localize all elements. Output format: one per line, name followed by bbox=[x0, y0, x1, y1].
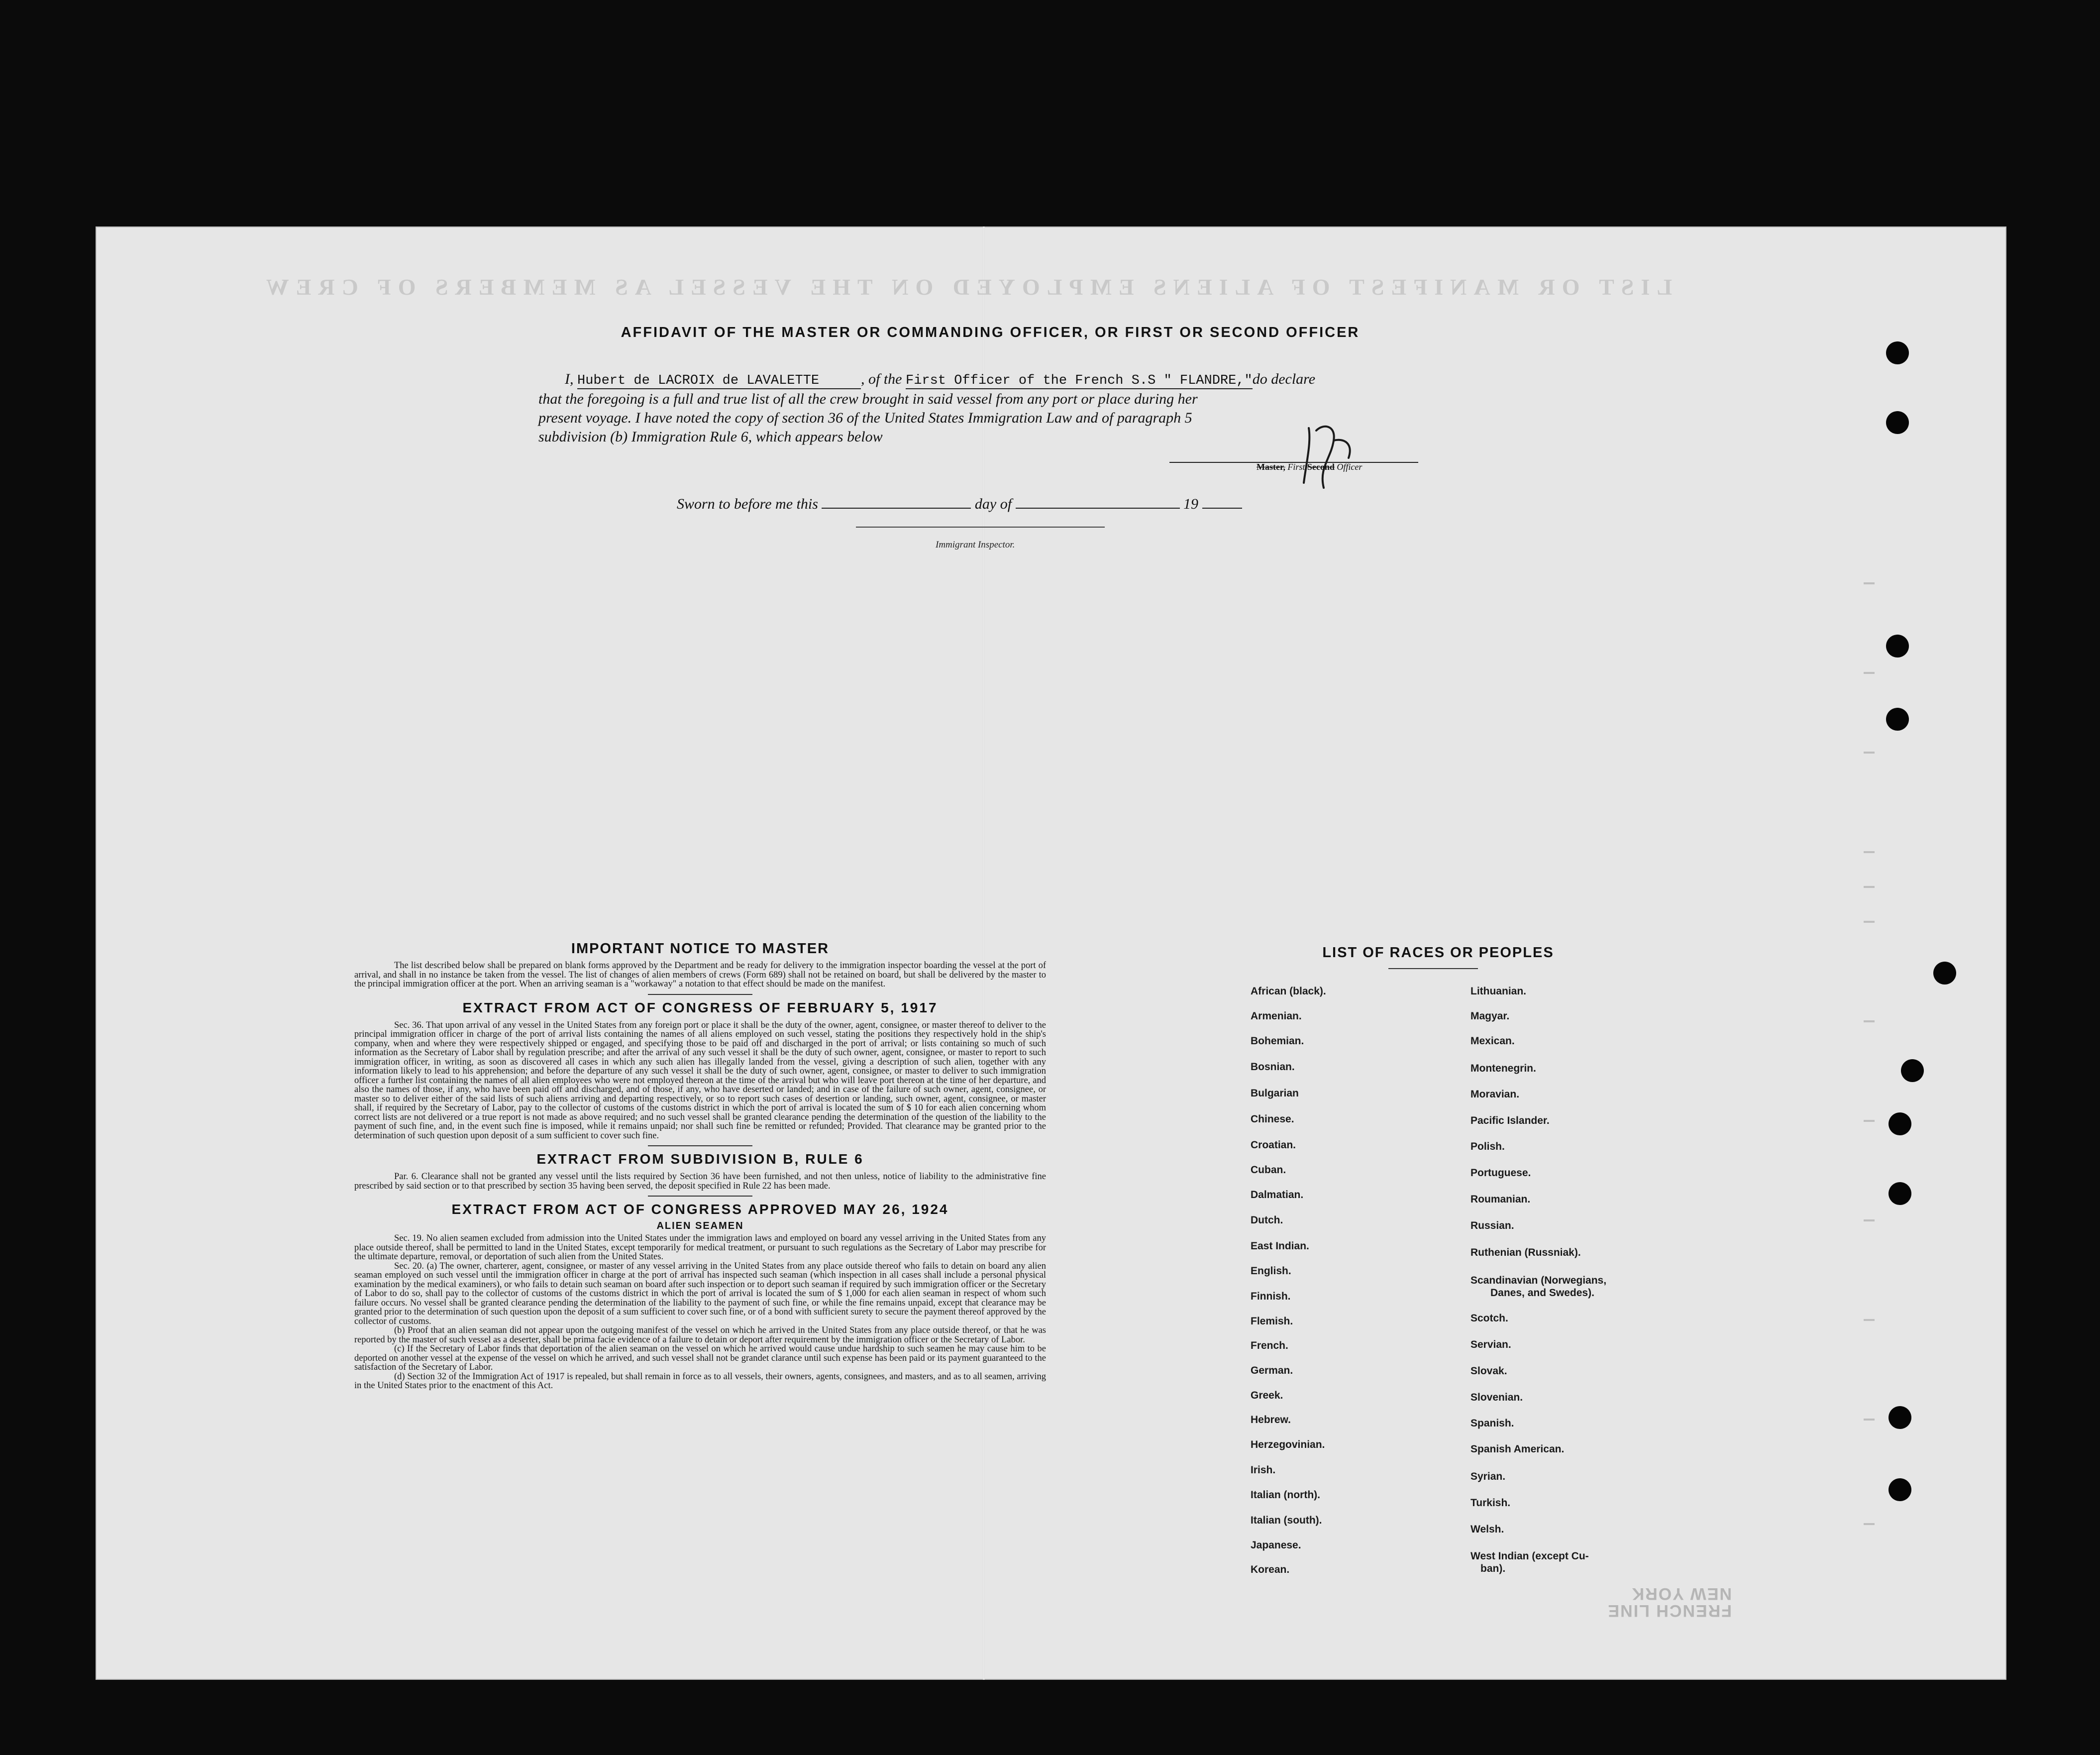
sec20b-text: (b) Proof that an alien seaman did not appear upon the outgoing manifest of the vessel on which he arrived in the United States from any place outside thereof, or that he was reported by the master of such vessel as a deserter, shall be prima facie evidence of a failure to detain or deport after requirement by the immigration officer or the Secretary of Labor. bbox=[354, 1325, 1046, 1345]
sworn-month-blank bbox=[1016, 496, 1180, 509]
extract-1917-text: Sec. 36. That upon arrival of any vessel in the United States from any foreign port or place it shall be the duty of the owner, agent, consignee, or master thereof to deliver to the principal immigration officer in charge of the port of arrival lists containing the names of all aliens employed on such vessel, stating the positions they respectively hold in the ship's company, when and where they were respectively shipped or engaged, and specifying those to be paid off and discharged in the port of arrival; or lists containing so much of such information as the Secretary of Labor shall by regulation prescribe; and after the arrival of any such vessel it shall be the duty of such owner, agent, consignee, or master to report to such immigration officer, in writing, as soon as discovered all cases in which any such alien has illegally landed from the vessel, giving a description of such alien, together with any information likely to lead to his apprehension; and before the departure of any such vessel it shall be the duty of such owner, agent, consignee, or master to deliver to such immigration officer a further list containing the names of all alien employees who were not employed thereon at the time of the arrival but who will leave port thereon at the time of her departure, and also the names of those, if any, who have been paid off and discharged, and of those, if any, who have deserted or landed; and in case of the failure of such owner, agent, consignee, or master so to deliver either of the said lists of such aliens arriving and departing respectively, or so to report such cases of desertion or landing, such owner, agent, consignee, or master shall, if required by the Secretary of Labor, pay to the collector of customs of the customs district in which the port of arrival is located the sum of $ 10 for each alien concerning whom correct lists are not delivered or a true report is not made as above required; and no such vessel shall be granted clearance pending the determination of the question of the liability to the payment of such fine, and, in the event such fine is imposed, while it remains unpaid; nor shall such fine be remitted or refunded; Provided. That clearance may be granted prior to the determination of such question upon deposit of a sum sufficient to cover such fine. bbox=[354, 1020, 1046, 1141]
race-right-item: Syrian. bbox=[1470, 1471, 1506, 1482]
sec20a-text: Sec. 20. (a) The owner, charterer, agent, consignee, or master of any vessel arriving in the United States from any place outside thereof who fails to detain on board any alien seaman employed on such vessel until the immigration officer in charge at the port of arrival has inspected such seaman (which inspection in all cases shall include a personal physical examination by the medical examiners), or who fails to detain such seaman on board after such inspection or to deport such seaman if required by such immigration officer or the Secretary of Labor to do so, shall pay to the collector of customs of the customs district in which the port of arrival is located the sum of $ 1,000 for each alien seaman in respect of whom such failure occurs. No vessel shall be granted clearance pending the determination of the liability to the payment of such fine, or while the fine remains unpaid, except that clearance may be granted prior to the determination of such question upon the deposit of a sum sufficient to cover such fine, or of a bond with sufficient surety to secure the payment thereof approved by the collector of customs. bbox=[354, 1261, 1046, 1326]
extract-rule6-text: Par. 6. Clearance shall not be granted any vessel until the lists required by Section 36 have been furnished, and not then unless, notice of liability to the administrative fine prescribed by said section or to that prescribed by section 35 having been served, the deposit specified in Rule 22 has been made. bbox=[354, 1172, 1046, 1191]
margin-tick bbox=[1864, 582, 1875, 584]
officer-name: Hubert de LACROIX de LAVALETTE bbox=[577, 373, 861, 389]
struck-second: Second bbox=[1307, 462, 1335, 472]
punch-hole bbox=[1886, 708, 1909, 731]
race-right-item: Danes, and Swedes). bbox=[1490, 1287, 1594, 1299]
race-right-item: Lithuanian. bbox=[1470, 986, 1526, 997]
extract-1917-title: EXTRACT FROM ACT OF CONGRESS OF FEBRUARY 5, 1917 bbox=[462, 999, 938, 1015]
notice-text: The list described below shall be prepared on blank forms approved by the Department and be ready for delivery to the immigration inspector boarding the vessel at the port of arrival, and shall in no instance be taken from the vessel. The list of changes of alien members of crews (Form 689) shall not be retained on board, but shall be delivered by the master to the principal immigration officer at the port. When an arriving seaman is a "workaway" a notation to that effect should be made on the manifest. bbox=[354, 961, 1046, 989]
affidavit-line-4: subdivision (b) Immigration Rule 6, which appears below bbox=[538, 429, 883, 445]
race-left-item: Japanese. bbox=[1251, 1539, 1301, 1551]
race-left-item: Armenian. bbox=[1251, 1010, 1302, 1022]
divider bbox=[648, 994, 752, 995]
race-left-item: Bosnian. bbox=[1251, 1061, 1295, 1073]
races-divider bbox=[1388, 968, 1478, 969]
race-right-item: Russian. bbox=[1470, 1220, 1514, 1231]
margin-tick bbox=[1864, 1419, 1875, 1421]
race-right-item: Scotch. bbox=[1470, 1313, 1508, 1324]
notice-block bbox=[354, 941, 1046, 1391]
margin-tick bbox=[1864, 886, 1875, 888]
officer-signature bbox=[1289, 413, 1368, 493]
race-left-item: Korean. bbox=[1251, 1564, 1290, 1575]
race-right-item: Mexican. bbox=[1470, 1035, 1515, 1047]
inspector-caption: Immigrant Inspector. bbox=[936, 540, 1015, 550]
race-left-item: Flemish. bbox=[1251, 1316, 1293, 1327]
race-left-item: Irish. bbox=[1251, 1464, 1276, 1476]
race-left-item: French. bbox=[1251, 1340, 1288, 1351]
struck-master: Master, bbox=[1257, 462, 1285, 472]
affidavit-i: I, bbox=[565, 371, 574, 387]
race-right-item: Roumanian. bbox=[1470, 1194, 1531, 1205]
caption-first: First bbox=[1287, 462, 1305, 472]
race-left-item: Chinese. bbox=[1251, 1113, 1294, 1125]
race-left-item: Finnish. bbox=[1251, 1291, 1291, 1302]
punch-hole bbox=[1886, 635, 1909, 658]
race-right-item: Polish. bbox=[1470, 1141, 1505, 1152]
race-left-item: English. bbox=[1251, 1265, 1291, 1277]
day-of-label: day of bbox=[974, 496, 1012, 512]
race-right-item: Magyar. bbox=[1470, 1010, 1510, 1022]
punch-hole bbox=[1886, 341, 1909, 364]
race-left-item: Bulgarian bbox=[1251, 1088, 1299, 1099]
sworn-line bbox=[677, 496, 1242, 513]
race-right-item: Slovak. bbox=[1470, 1365, 1507, 1377]
sworn-year-blank bbox=[1202, 496, 1242, 509]
race-right-item: Slovenian. bbox=[1470, 1392, 1523, 1403]
race-left-item: Italian (south). bbox=[1251, 1515, 1322, 1526]
signature-caption bbox=[1257, 462, 1362, 472]
race-left-item: Cuban. bbox=[1251, 1164, 1286, 1176]
alien-seamen-subtitle: ALIEN SEAMEN bbox=[656, 1220, 744, 1231]
affidavit-line-1 bbox=[565, 371, 1315, 389]
affidavit-of: , of the bbox=[861, 371, 902, 387]
punch-hole bbox=[1933, 962, 1956, 985]
race-right-item: Pacific Islander. bbox=[1470, 1115, 1550, 1126]
extract-1924-title: EXTRACT FROM ACT OF CONGRESS APPROVED MAY 26, 1924 bbox=[451, 1202, 949, 1217]
affidavit-line-2: that the foregoing is a full and true list of all the crew brought in said vessel from any port or place during her bbox=[538, 391, 1198, 407]
race-right-item: Servian. bbox=[1470, 1339, 1511, 1350]
race-left-item: East Indian. bbox=[1251, 1240, 1309, 1252]
sworn-label: Sworn to before me this bbox=[677, 496, 818, 512]
race-right-item: Spanish American. bbox=[1470, 1443, 1565, 1455]
races-title: LIST OF RACES OR PEOPLES bbox=[1322, 945, 1554, 961]
punch-hole bbox=[1889, 1112, 1911, 1135]
race-left-item: Herzegovinian. bbox=[1251, 1439, 1325, 1450]
margin-tick bbox=[1864, 1219, 1875, 1221]
margin-tick bbox=[1864, 851, 1875, 853]
race-right-item: Welsh. bbox=[1470, 1524, 1504, 1535]
punch-hole bbox=[1886, 411, 1909, 434]
affidavit-line-3: present voyage. I have noted the copy of section 36 of the United States Immigration Law and of paragraph 5 bbox=[538, 410, 1192, 426]
divider bbox=[648, 1196, 752, 1197]
race-right-item: Moravian. bbox=[1470, 1089, 1520, 1100]
sec19-text: Sec. 19. No alien seamen excluded from admission into the United States under the immigration laws and employed on board any vessel arriving in the United States from any place outside thereof, shall be permitted to land in the United States, except temporarily for medical treatment, or pursuant to such regulations as the Secretary of Labor may prescribe for the ultimate departure, removal, or deportation of such alien from the United States. bbox=[354, 1233, 1046, 1262]
race-right-item: Turkish. bbox=[1470, 1497, 1511, 1509]
affidavit-title: AFFIDAVIT OF THE MASTER OR COMMANDING OFFICER, OR FIRST OR SECOND OFFICER bbox=[621, 325, 1360, 340]
margin-tick bbox=[1864, 921, 1875, 923]
punch-hole bbox=[1901, 1059, 1924, 1082]
caption-officer: Officer bbox=[1337, 462, 1363, 472]
year-prefix: 19 bbox=[1183, 496, 1199, 512]
race-left-item: Hebrew. bbox=[1251, 1414, 1291, 1426]
race-right-item: ban). bbox=[1480, 1563, 1506, 1574]
notice-title: IMPORTANT NOTICE TO MASTER bbox=[571, 941, 830, 957]
margin-tick bbox=[1864, 672, 1875, 674]
race-left-item: Dutch. bbox=[1251, 1214, 1283, 1226]
extract-rule6-title: EXTRACT FROM SUBDIVISION B, RULE 6 bbox=[536, 1151, 864, 1167]
race-right-item: West Indian (except Cu- bbox=[1470, 1550, 1589, 1562]
race-right-item: Scandinavian (Norwegians, bbox=[1470, 1275, 1607, 1286]
race-left-item: Italian (north). bbox=[1251, 1489, 1320, 1501]
sec20c-text: (c) If the Secretary of Labor finds that deportation of the alien seaman on the vessel on which he arrived would cause undue hardship to such seamen he may cause him to be deported on another vessel at the expense of the vessel on which he arrived, and such vessel shall not be grandet clarance until such expense has been paid or its payment guaranteed to the satisfaction of the Secretary of Labor. bbox=[354, 1344, 1046, 1372]
race-left-item: German. bbox=[1251, 1365, 1293, 1376]
race-left-item: Croatian. bbox=[1251, 1139, 1296, 1151]
race-left-item: African (black). bbox=[1251, 986, 1326, 997]
race-right-item: Ruthenian (Russniak). bbox=[1470, 1247, 1581, 1258]
bleed-through-title: LIST OR MANIFEST OF ALIENS EMPLOYED ON THE VESSEL AS MEMBERS OF CREW bbox=[259, 274, 1672, 300]
inspector-signature-line bbox=[856, 527, 1105, 528]
sworn-day-blank bbox=[822, 496, 971, 509]
sec20d-text: (d) Section 32 of the Immigration Act of 1917 is repealed, but shall remain in force as to all vessels, their owners, agents, consignees, and masters, and as to all seamen, arriving in the United States prior to the enactment of this Act. bbox=[354, 1371, 1046, 1391]
divider bbox=[648, 1145, 752, 1146]
race-left-item: Bohemian. bbox=[1251, 1035, 1304, 1047]
race-right-item: Portuguese. bbox=[1470, 1167, 1531, 1179]
race-right-item: Spanish. bbox=[1470, 1418, 1514, 1429]
margin-tick bbox=[1864, 1020, 1875, 1022]
race-right-item: Montenegrin. bbox=[1470, 1063, 1536, 1074]
punch-hole bbox=[1889, 1182, 1911, 1205]
punch-hole bbox=[1889, 1478, 1911, 1501]
punch-hole bbox=[1889, 1406, 1911, 1429]
faded-stamp: FRENCH LINE NEW YORK bbox=[1607, 1584, 1732, 1620]
do-declare: do declare bbox=[1252, 371, 1316, 387]
race-left-item: Greek. bbox=[1251, 1390, 1283, 1401]
margin-tick bbox=[1864, 1120, 1875, 1122]
margin-tick bbox=[1864, 1319, 1875, 1321]
margin-tick bbox=[1864, 752, 1875, 754]
vessel-text: First Officer of the French S.S " FLANDRE," bbox=[906, 373, 1253, 388]
margin-tick bbox=[1864, 1523, 1875, 1525]
race-left-item: Dalmatian. bbox=[1251, 1189, 1304, 1201]
